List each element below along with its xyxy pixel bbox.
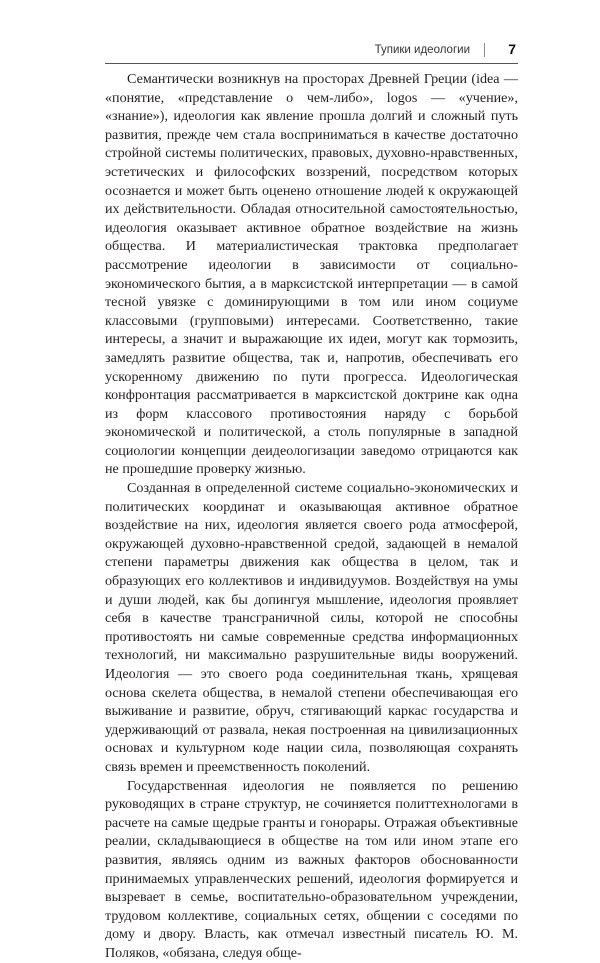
paragraph-2: Созданная в определенной системе социально-экономических и политических координат и оказывающая активное обратное воздействие на них, идеология является своего рода атмосферой, окружающей духовно-нравственной средой, задающей в немалой степени параметры движения как общества в целом, так и образующих его коллективов и индивидуумов. Воздействуя на умы и души людей, как бы допингуя мышление, идеология проявляет себя в качестве трансграничной силы, которой не способны противостоять ни самые современные средства информационных технологий, ни максимально разрушительные виды вооружений. Идеология — это своего рода соединительная ткань, хрящевая основа скелета общества, в немалой степени обеспечивающая его выживание и развитие, обруч, стягивающий каркас государства и удерживающий от развала, некая построенная на цивилизационных основах и культурном коде нации сила, позволяющая сохранять связь времен и преемственность поколений. — [105, 480, 518, 775]
running-head — [105, 40, 518, 64]
paragraph-3: Государственная идеология не появляется по решению руководящих в стране структур, не сочиняется политтехнологами в расчете на самые щедрые гранты и гонорары. Отражая объективные реалии, складывающиеся в обществе на том или ином этапе его развития, являясь одним из важных факторов обоснованности принимаемых управленческих решений, идеология формируется и вызревает в семье, воспитательно-образовательном учреждении, трудовом коллективе, социальных сетях, общении с соседями по дому и двору. Власть, как отмечал известный писатель Ю. М. Поляков, «обязана, следуя обще- — [105, 777, 518, 961]
running-head-separator — [484, 43, 485, 57]
paragraph-1: Семантически возникнув на просторах Древней Греции (idea — «понятие, «представление о чем-либо», logos — «учение», «знание»), идеология как явление прошла долгий и сложный путь развития, прежде чем стала восприниматься в качестве достаточно стройной системы политических, правовых, духовно-нравственных, эстетических и философских воззрений, посредством которых осознается и может быть оценено отношение людей к окружающей их действительности. Обладая относительной самостоятельностью, идеология оказывает активное обратное воздействие на жизнь общества. И материалистическая трактовка предполагает рассмотрение идеологии в зависимости от социально-экономического бытия, а в марксистской интерпретации — в самой тесной увязке с доминирующими в том или ином социуме классовыми (групповыми) интересами. Соответственно, такие интересы, а значит и выражающие их идеи, могут как тормозить, замедлять развитие общества, так и, напротив, обеспечивать его ускоренному движению по пути прогресса. Идеологическая конфронтация рассматривается в марксистской доктрине как одна из форм классового противостояния наряду с борьбой экономической и политической, а столь популярные в западной социологии концепции деидеологизации заведомо отрицаются как не прошедшие проверку жизнью. — [105, 71, 518, 478]
page-number: 7 — [508, 41, 516, 57]
running-head-title: Тупики идеологии — [374, 44, 470, 56]
header-rule — [105, 63, 518, 64]
body-text — [105, 70, 518, 963]
